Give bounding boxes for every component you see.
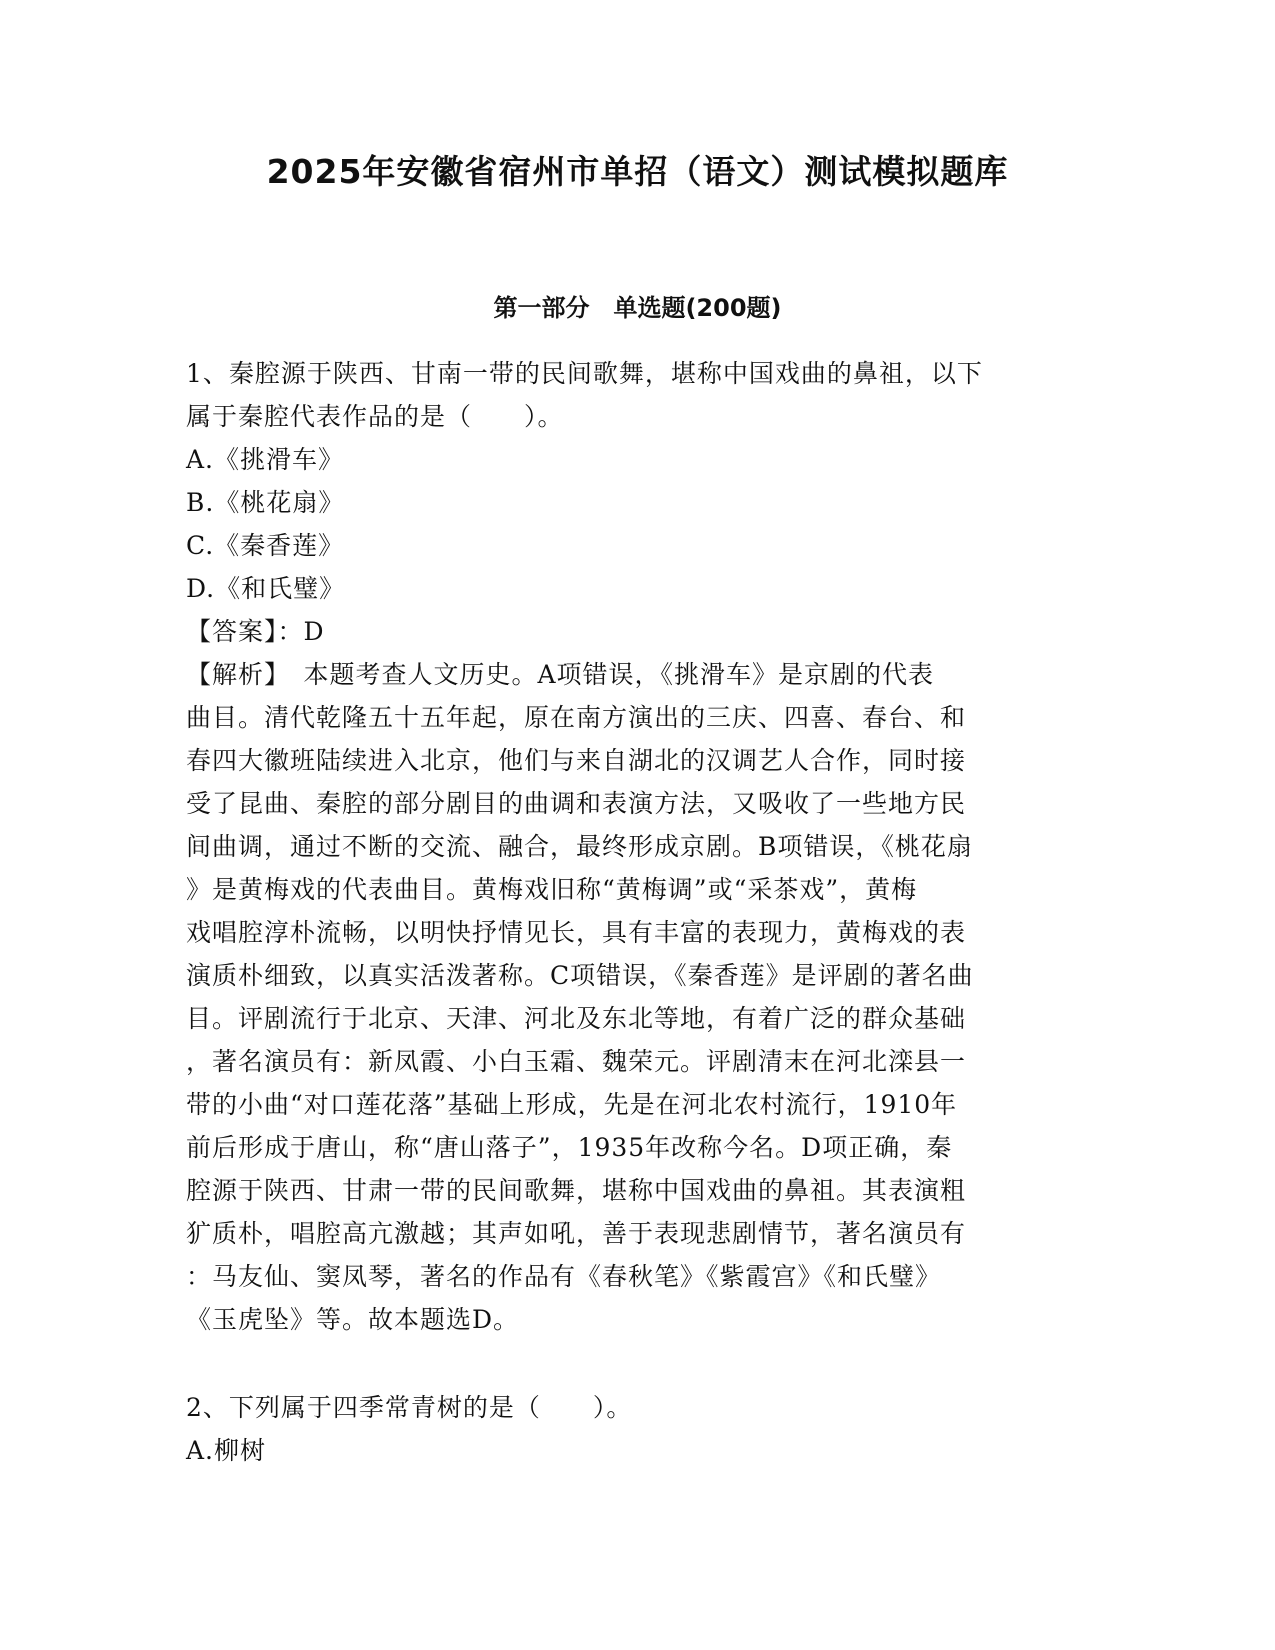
analysis-line: 》是黄梅戏的代表曲目。黄梅戏旧称“黄梅调”或“采茶戏”，黄梅 [186,875,918,904]
document-title: 2025年安徽省宿州市单招（语文）测试模拟题库 [266,152,1009,191]
option-a: A.柳树 [186,1436,267,1465]
analysis-line: ：马友仙、窦凤琴，著名的作品有《春秋笔》《紫霞宫》《和氏璧》 [186,1262,942,1291]
analysis-line: 间曲调，通过不断的交流、融合，最终形成京剧。B项错误，《桃花扇 [186,832,973,861]
question-2 [186,1386,1081,1472]
question-stem-line: 2、下列属于四季常青树的是（ ）。 [186,1393,633,1422]
option-d: D.《和氏璧》 [186,574,346,603]
analysis-line: 戏唱腔淳朴流畅，以明快抒情见长，具有丰富的表现力，黄梅戏的表 [186,918,967,947]
section-heading: 第一部分 单选题(200题) [493,294,782,322]
option-c: C.《秦香莲》 [186,531,345,560]
option-b: B.《桃花扇》 [186,488,345,517]
analysis-line: 带的小曲“对口莲花落”基础上形成，先是在河北农村流行，1910年 [186,1090,958,1119]
analysis-line: 前后形成于唐山，称“唐山落子”，1935年改称今名。D项正确，秦 [186,1133,953,1162]
analysis-line: 《玉虎坠》等。故本题选D。 [186,1305,520,1334]
analysis-line: ，著名演员有：新凤霞、小白玉霜、魏荣元。评剧清末在河北滦县一 [186,1047,967,1076]
question-stem-line: 属于秦腔代表作品的是（ ）。 [186,402,564,431]
question-stem-line: 1、秦腔源于陕西、甘南一带的民间歌舞，堪称中国戏曲的鼻祖，以下 [186,359,983,388]
analysis-line: 犷质朴，唱腔高亢激越；其声如吼，善于表现悲剧情节，著名演员有 [186,1219,967,1248]
answer-line: 【答案】：D [186,617,325,646]
analysis-line: 腔源于陕西、甘肃一带的民间歌舞，堪称中国戏曲的鼻祖。其表演粗 [186,1176,967,1205]
analysis-line: 演质朴细致，以真实活泼著称。C项错误，《秦香莲》是评剧的著名曲 [186,961,974,990]
question-1 [186,352,1081,1341]
analysis-line: 春四大徽班陆续进入北京，他们与来自湖北的汉调艺人合作，同时接 [186,746,967,775]
option-a: A.《挑滑车》 [186,445,345,474]
analysis-line: 【解析】 本题考查人文历史。A项错误，《挑滑车》是京剧的代表 [186,660,935,689]
analysis-line: 曲目。清代乾隆五十五年起，原在南方演出的三庆、四喜、春台、和 [186,703,967,732]
analysis-line: 受了昆曲、秦腔的部分剧目的曲调和表演方法，又吸收了一些地方民 [186,789,967,818]
analysis-line: 目。评剧流行于北京、天津、河北及东北等地，有着广泛的群众基础 [186,1004,967,1033]
